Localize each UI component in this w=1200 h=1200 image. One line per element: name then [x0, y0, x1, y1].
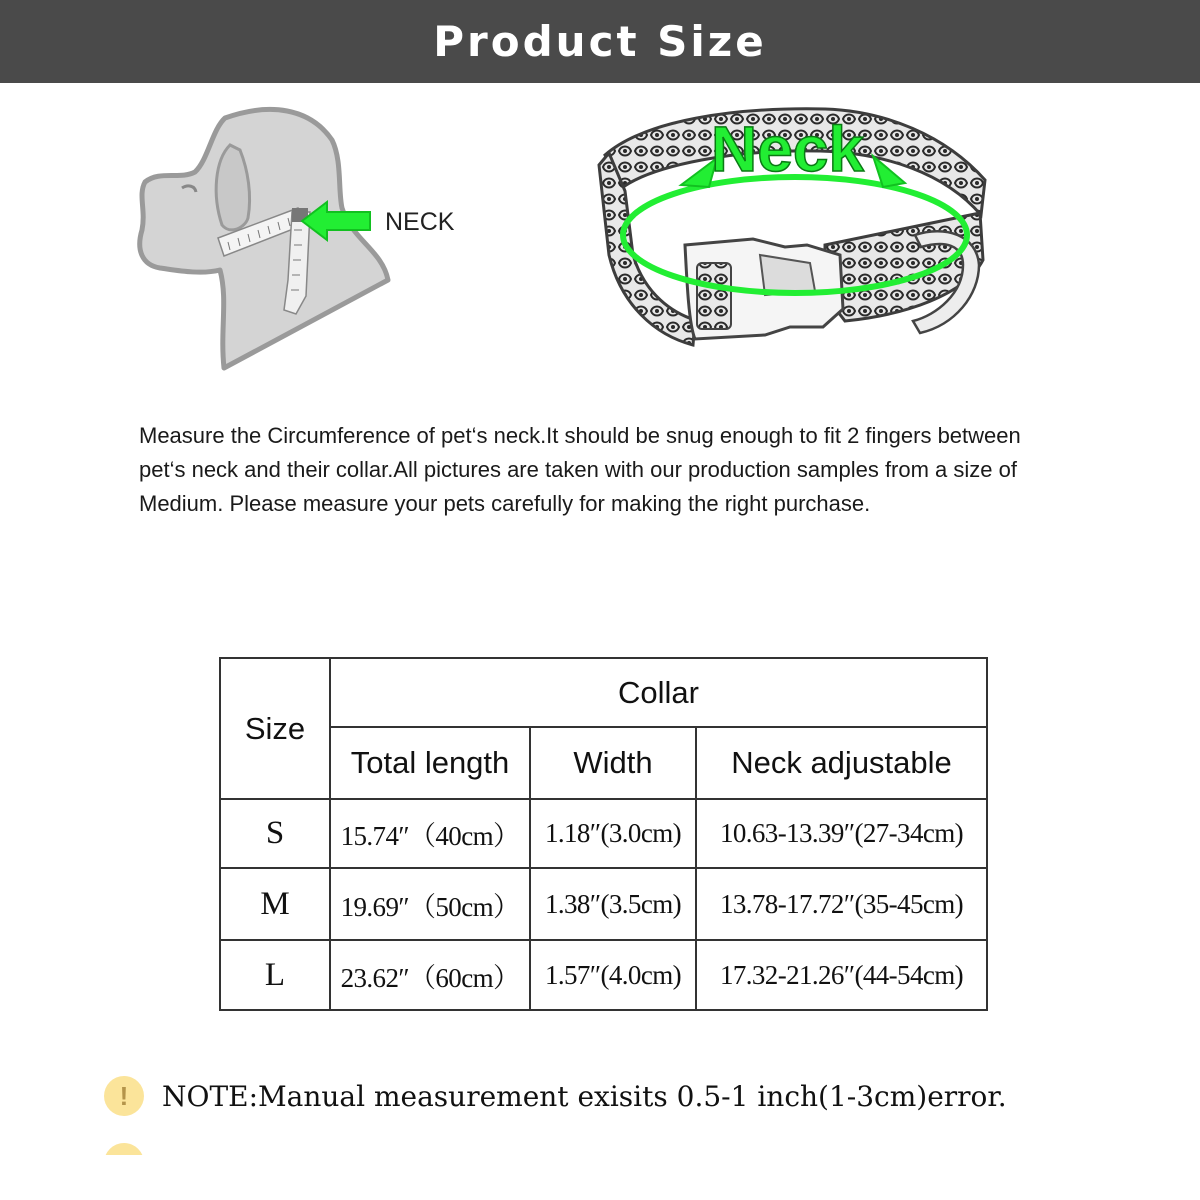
total-length-header: Total length [330, 727, 530, 799]
exclamation-icon-partial [104, 1143, 144, 1155]
neck-adjustable-cell: 17.32-21.26″(44-54cm) [696, 940, 987, 1010]
width-cell: 1.57″(4.0cm) [530, 940, 696, 1010]
collar-illustration [585, 95, 1005, 365]
neck-adjustable-header: Neck adjustable [696, 727, 987, 799]
header-bar [0, 0, 1200, 83]
size-cell: M [220, 868, 330, 940]
collar-group-header: Collar [330, 658, 987, 727]
size-cell: S [220, 799, 330, 868]
width-header: Width [530, 727, 696, 799]
collar-neck-label: Neck [711, 113, 864, 185]
note-text: NOTE:Manual measurement exisits 0.5-1 inch(1-3cm)error. [162, 1079, 1007, 1113]
neck-label: NECK [385, 208, 455, 236]
neck-adjustable-cell: 10.63-13.39″(27-34cm) [696, 799, 987, 868]
table-row [220, 799, 987, 868]
total-length-cell: 19.69″（50cm） [330, 868, 530, 940]
table-row [220, 940, 987, 1010]
total-length-cell: 15.74″（40cm） [330, 799, 530, 868]
table-row [220, 868, 987, 940]
page-title: Product Size [433, 17, 767, 66]
measurement-description: Measure the Circumference of pet‘s neck.It should be snug enough to fit 2 fingers between pet‘s neck and their collar.All pictures are taken with our production samples from a size of Medium. Please measure your pets carefully for making the right purchase. [139, 423, 1021, 516]
width-cell: 1.18″(3.0cm) [530, 799, 696, 868]
size-cell: L [220, 940, 330, 1010]
note-line [104, 1076, 1007, 1116]
dog-neck-illustration [120, 100, 480, 380]
exclamation-icon: ! [104, 1076, 144, 1116]
neck-adjustable-cell: 13.78-17.72″(35-45cm) [696, 868, 987, 940]
total-length-cell: 23.62″（60cm） [330, 940, 530, 1010]
buckle-icon [685, 239, 843, 339]
size-chart-table [219, 657, 988, 1011]
size-column-header: Size [220, 658, 330, 799]
width-cell: 1.38″(3.5cm) [530, 868, 696, 940]
